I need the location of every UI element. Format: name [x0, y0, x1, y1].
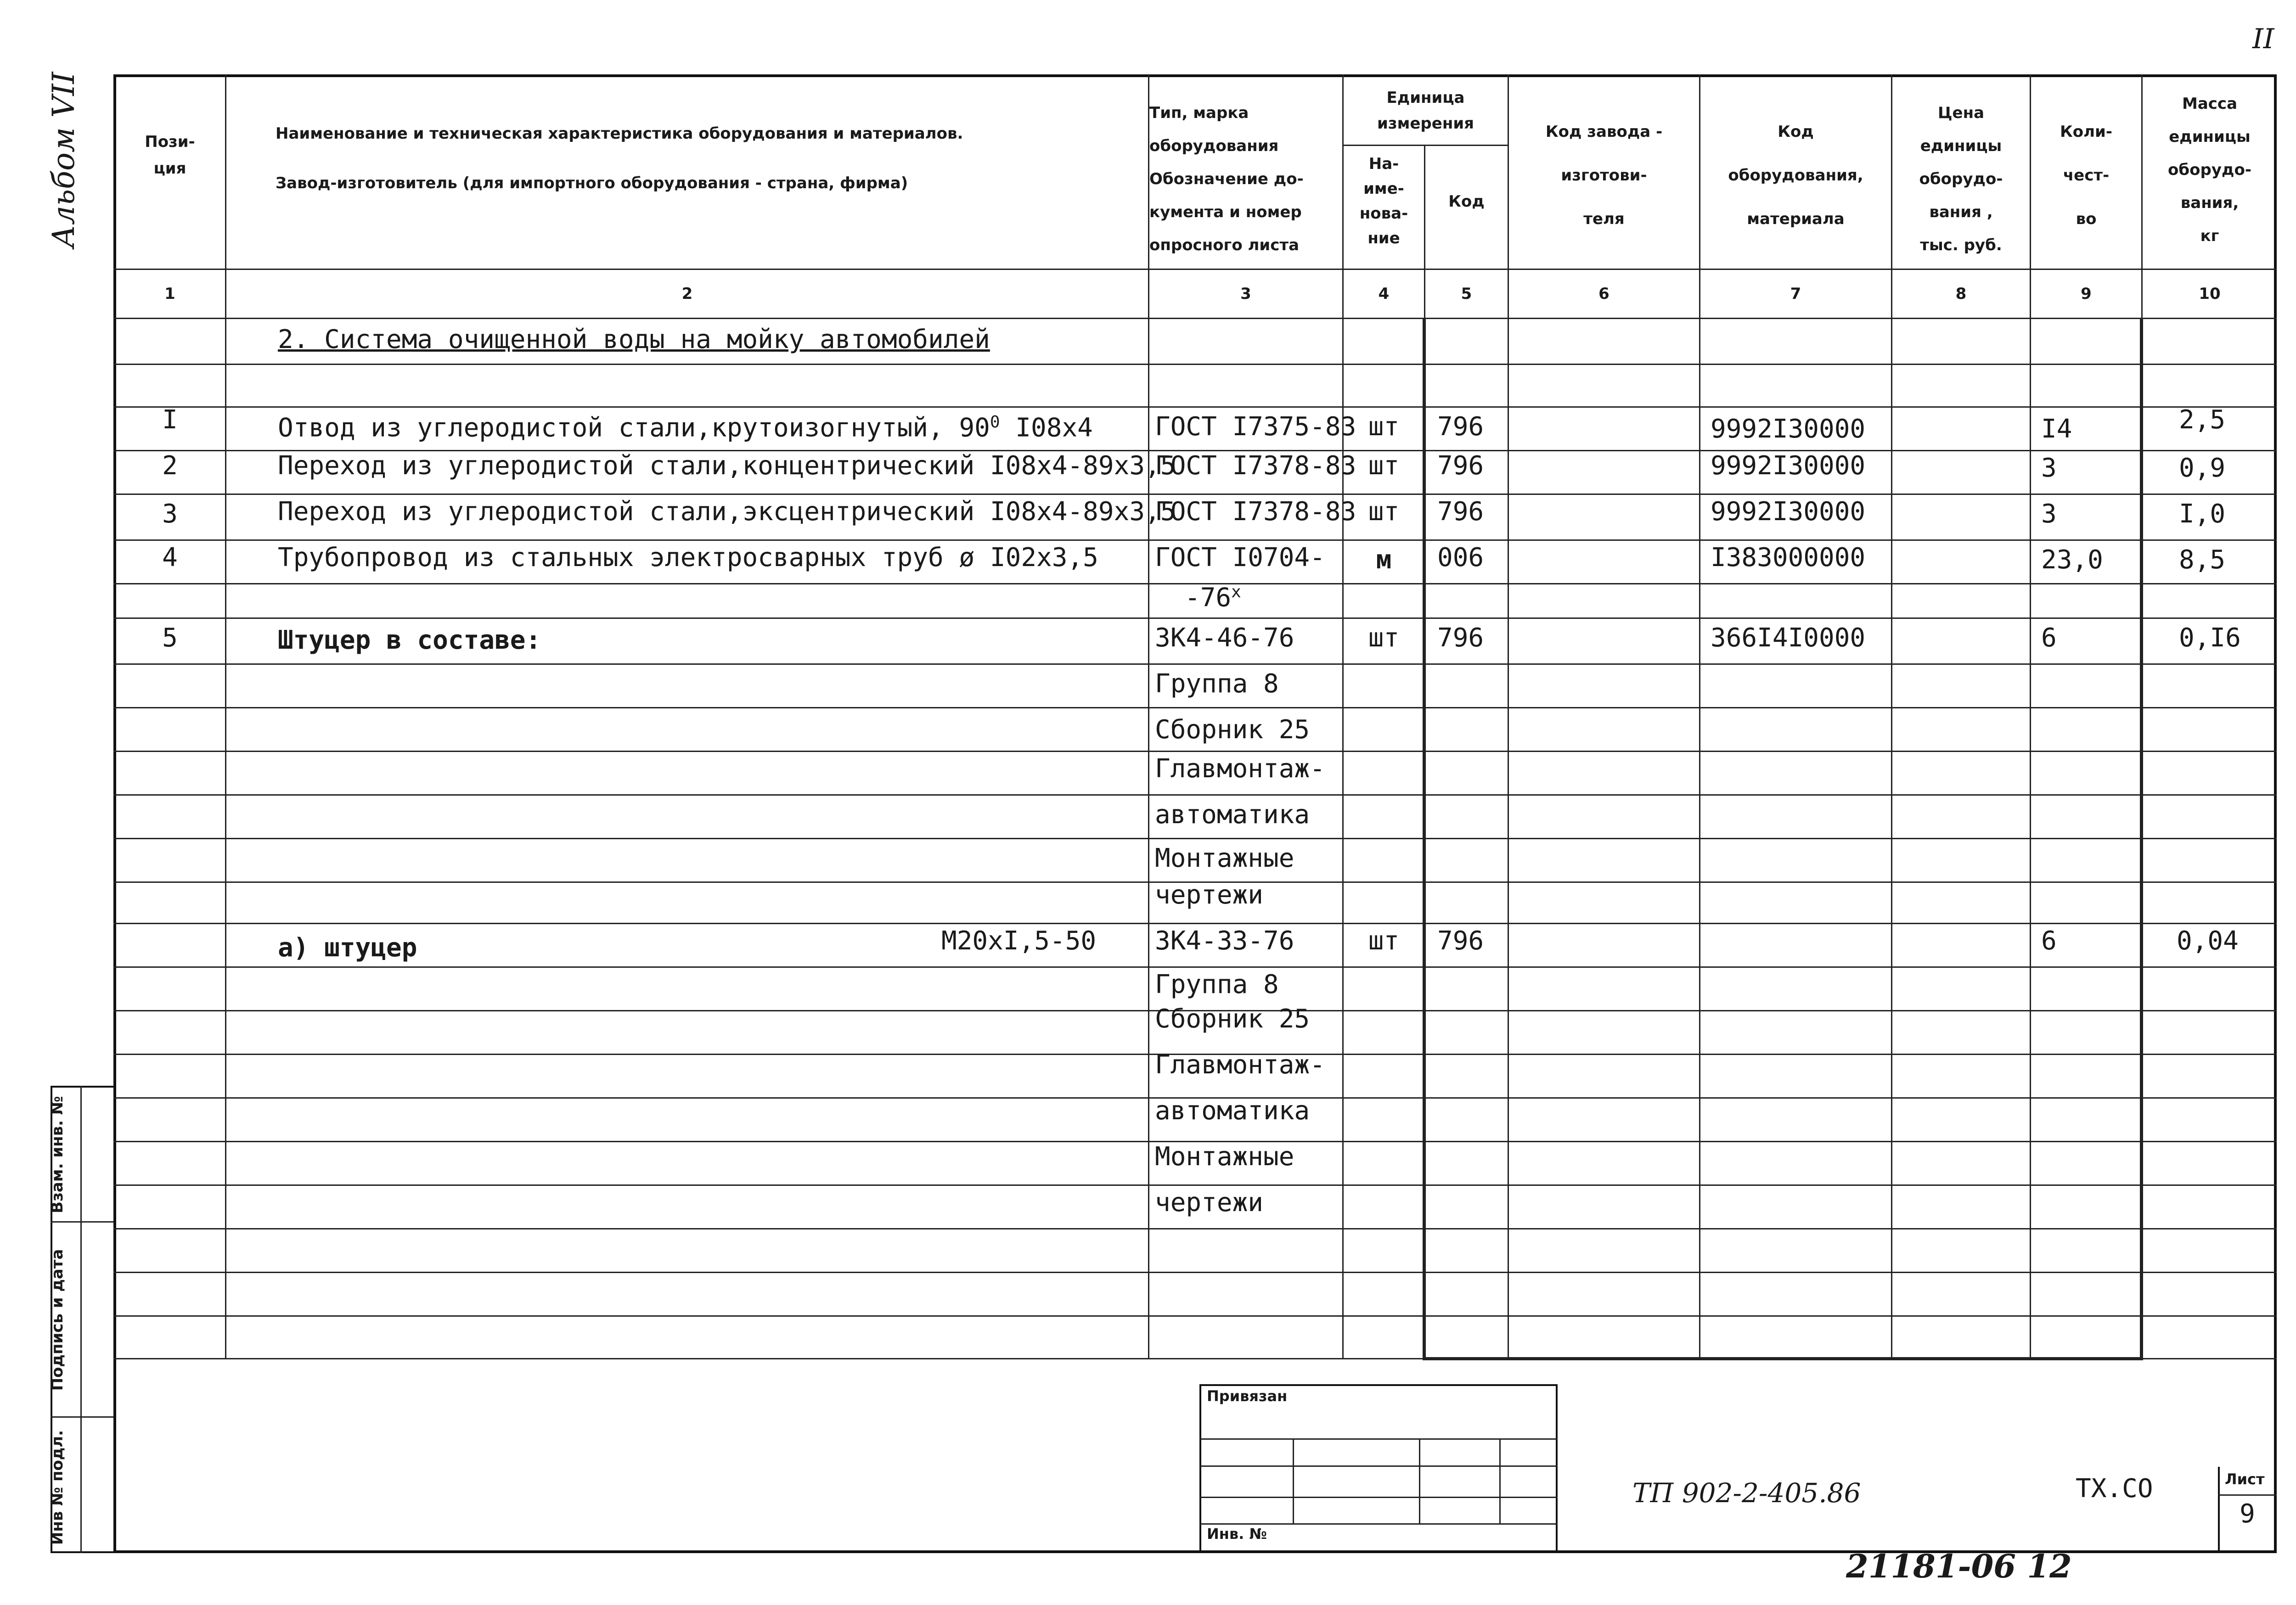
row-line — [113, 617, 2277, 619]
row3-position: 3 — [162, 499, 178, 529]
row5-doc-line: Главмонтаж- — [1155, 754, 1325, 784]
row5-doc: ЗК4-46-76 — [1155, 623, 1294, 653]
row1-unit-code: 796 — [1437, 412, 1484, 442]
row6-doc-line: Группа 8 — [1155, 970, 1279, 999]
colnum-6: 6 — [1598, 285, 1609, 303]
row1-equipment-code: 9992I30000 — [1711, 414, 1866, 444]
row5-unit-code: 796 — [1437, 623, 1484, 653]
row5-unit: шт — [1368, 623, 1400, 653]
row4-doc: ГОСТ I0704- — [1155, 543, 1325, 572]
row2-quantity: 3 — [2041, 453, 2057, 483]
row5-equipment-code: 366I4I0000 — [1711, 623, 1866, 653]
row6-doc-line: Главмонтаж- — [1155, 1050, 1325, 1080]
row4-doc-cont: -76$^x$ — [1185, 583, 1241, 613]
row6-doc-line: Сборник 25 — [1155, 1004, 1310, 1034]
header-plant-code: Код завода - изготови- теля — [1545, 123, 1663, 228]
row1-doc: ГОСТ I7375-83 — [1155, 412, 1356, 442]
row1-unit: шт — [1368, 412, 1400, 442]
sheet-label: Лист — [2225, 1470, 2265, 1488]
row-line — [113, 1272, 2277, 1273]
row6-unit: шт — [1368, 926, 1400, 956]
row-line — [113, 663, 2277, 665]
header-position: Пози- ция — [145, 133, 195, 178]
row4-unit: м — [1376, 545, 1392, 575]
row2-name: Переход из углеродистой стали,концентрический I08x4-89x3,5 — [278, 451, 1176, 481]
row2-doc: ГОСТ I7378-83 — [1155, 451, 1356, 481]
row2-equipment-code: 9992I30000 — [1711, 451, 1866, 481]
row1-position: I — [162, 405, 178, 435]
title-block-line — [1199, 1438, 1558, 1440]
row3-unit-code: 796 — [1437, 497, 1484, 527]
row6-doc-line: автоматика — [1155, 1096, 1310, 1126]
section-title: 2. Система очищенной воды на мойку автомобилей — [278, 325, 990, 354]
title-inv-label: Инв. № — [1207, 1525, 1267, 1543]
col-line-3 — [1342, 74, 1344, 1358]
colnum-2: 2 — [681, 285, 693, 303]
side-stamp-divider — [80, 1086, 82, 1553]
row-line — [113, 364, 2277, 365]
row-line — [113, 794, 2277, 796]
album-label: Альбом VII — [46, 72, 81, 248]
sheet-top-number: II — [2252, 23, 2274, 55]
row3-unit: шт — [1368, 497, 1400, 527]
row5-doc-line: чертежи — [1155, 880, 1264, 910]
sheet-number: 9 — [2240, 1499, 2255, 1529]
title-block-line — [1199, 1523, 1558, 1525]
row6-name: а) штуцер — [278, 933, 417, 963]
row-line — [113, 838, 2277, 839]
row-line — [113, 494, 2277, 495]
row1-quantity: I4 — [2041, 414, 2072, 444]
header-quantity: Коли- чест- во — [2060, 123, 2112, 228]
row6-doc-line: чертежи — [1155, 1188, 1264, 1218]
row3-doc: ГОСТ I7378-83 — [1155, 497, 1356, 527]
bottom-number: 21181-06 12 — [1846, 1547, 2072, 1585]
col-line-7 — [1891, 74, 1892, 1358]
row6-name-right: M20xI,5-50 — [941, 926, 1097, 956]
thick-line-right — [2140, 318, 2143, 1358]
privyazan-label: Привязан — [1207, 1387, 1288, 1405]
row5-name: Штуцер в составе: — [278, 625, 541, 655]
title-block-col — [1499, 1438, 1501, 1523]
row5-position: 5 — [162, 623, 178, 653]
row-line — [113, 707, 2277, 708]
colnum-8: 8 — [1955, 285, 1967, 303]
stamp-inv-no: Инв № подл. — [48, 1430, 67, 1545]
row2-unit-code: 796 — [1437, 451, 1484, 481]
title-block-col — [1419, 1438, 1420, 1523]
colnum-3: 3 — [1240, 285, 1251, 303]
colnum-10: 10 — [2199, 285, 2221, 303]
row-line — [113, 539, 2277, 541]
header-unit-name: На- име- нова- ние — [1359, 155, 1408, 247]
row6-quantity: 6 — [2041, 926, 2057, 956]
row-line — [113, 1228, 2277, 1229]
col-line-8 — [2030, 74, 2031, 1358]
row6-doc: ЗК4-33-76 — [1155, 926, 1294, 956]
colnum-7: 7 — [1790, 285, 1801, 303]
row5-doc-line: Сборник 25 — [1155, 715, 1310, 745]
sheet-box-line — [2218, 1494, 2277, 1496]
row2-position: 2 — [162, 451, 178, 481]
row-line — [113, 751, 2277, 752]
col-line-1 — [225, 74, 226, 1358]
colnum-9: 9 — [2081, 285, 2092, 303]
row5-mass: 0,I6 — [2179, 623, 2241, 653]
header-unit-code: Код — [1448, 192, 1485, 211]
col-line-2 — [1148, 74, 1149, 1358]
col-line-6 — [1699, 74, 1700, 1358]
row3-equipment-code: 9992I30000 — [1711, 497, 1866, 527]
title-block-line — [1199, 1465, 1558, 1467]
row3-quantity: 3 — [2041, 499, 2057, 529]
row5-doc-line: Монтажные — [1155, 843, 1294, 873]
col-line-5 — [1508, 74, 1509, 1358]
row-line — [113, 966, 2277, 968]
row3-name: Переход из углеродистой стали,эксцентрический I08x4-89x3,5 — [278, 497, 1176, 527]
doc-mark: ТХ.СО — [2076, 1474, 2153, 1504]
row-line — [113, 1315, 2277, 1317]
colnum-4: 4 — [1378, 285, 1390, 303]
header-equipment-code: Код оборудования, материала — [1728, 123, 1863, 228]
header-price: Цена единицы оборудо- вания , тыс. руб. — [1919, 104, 2003, 254]
stamp-vzam: Взам. инв. № — [48, 1096, 67, 1213]
row4-position: 4 — [162, 543, 178, 572]
row5-doc-line: Группа 8 — [1155, 669, 1279, 699]
colnum-5: 5 — [1461, 285, 1472, 303]
row6-unit-code: 796 — [1437, 926, 1484, 956]
row1-name: Отвод из углеродистой стали,крутоизогнутый, $90^0$ I08x4 — [278, 413, 1093, 443]
row4-mass: 8,5 — [2179, 545, 2226, 575]
row4-equipment-code: I383000000 — [1711, 543, 1866, 572]
row1-mass: 2,5 — [2179, 405, 2226, 435]
row4-name: Трубопровод из стальных электросварных труб ø I02x3,5 — [278, 543, 1098, 572]
row-line — [113, 1184, 2277, 1186]
header-name-line2: Завод-изготовитель (для импортного оборудования - страна, фирма) — [276, 174, 908, 192]
header-mass: Масса единицы оборудо- вания, кг — [2168, 95, 2251, 245]
row5-quantity: 6 — [2041, 623, 2057, 653]
doc-code: ТП 902-2-405.86 — [1632, 1477, 1861, 1509]
header-type: Тип, марка оборудования Обозначение до- кумента и номер опросного листа — [1149, 104, 1304, 254]
row3-mass: I,0 — [2179, 499, 2226, 529]
row6-mass: 0,04 — [2177, 926, 2239, 956]
row2-unit: шт — [1368, 451, 1400, 481]
header-name-line1: Наименование и техническая характеристика оборудования и материалов. — [276, 124, 963, 143]
row4-unit-code: 006 — [1437, 543, 1484, 572]
title-block-line — [1199, 1497, 1558, 1498]
thick-line-bottom — [1423, 1357, 2143, 1360]
stamp-sign-date: Подпись и дата — [48, 1249, 67, 1391]
row-line — [113, 923, 2277, 924]
row2-mass: 0,9 — [2179, 453, 2226, 483]
row5-doc-line: автоматика — [1155, 800, 1310, 830]
row6-doc-line: Монтажные — [1155, 1142, 1294, 1172]
colnum-1: 1 — [164, 285, 175, 303]
row4-quantity: 23,0 — [2041, 545, 2103, 575]
header-unit-group: Единица измерения — [1377, 89, 1474, 133]
title-block-col — [1293, 1438, 1294, 1523]
